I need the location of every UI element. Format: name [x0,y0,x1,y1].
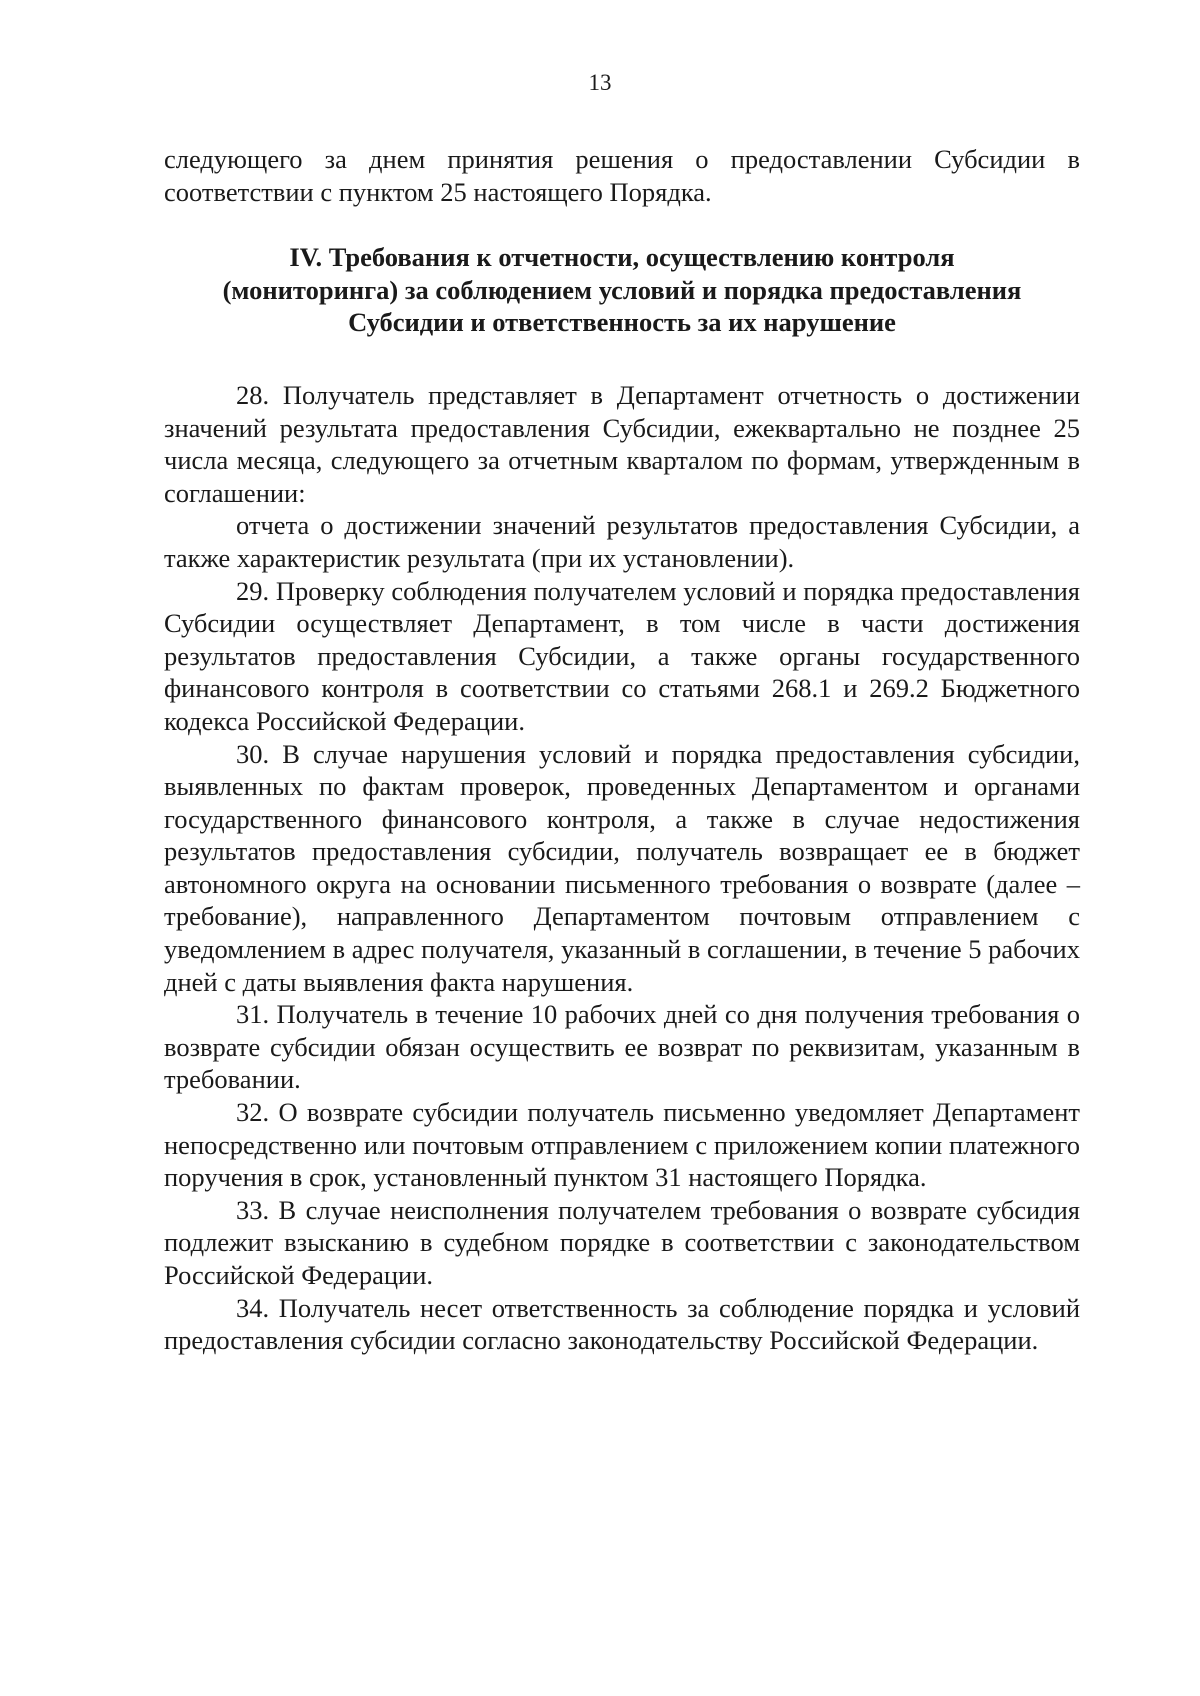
page-number: 13 [588,70,612,95]
document-body [164,143,1080,1357]
paragraph-33: 33. В случае неисполнения получателем требования о возврате субсидия подлежит взысканию в судебном порядке в соответствии с законодательством Российской Федерации. [164,1194,1080,1290]
section-heading-line-1: IV. Требования к отчетности, осуществлению контроля [289,242,955,273]
paragraph-30: 30. В случае нарушения условий и порядка предоставления субсидии, выявленных по фактам проверок, проведенных Департаментом и органами государственного финансового контроля, а также в случае недостижения результатов предоставления субсидии, получатель возвращает ее в бюджет автономного округа на основании письменного требования о возврате (далее – требование), направленного Департаментом почтовым отправлением с уведомлением в адрес получателя, указанный в соглашении, в течение 5 рабочих дней с даты выявления факта нарушения. [164,738,1080,997]
section-heading [164,241,1080,339]
paragraph-32: 32. О возврате субсидии получатель письменно уведомляет Департамент непосредственно или почтовым отправлением с приложением копии платежного поручения в срок, установленный пунктом 31 настоящего Порядка. [164,1097,1080,1193]
paragraph-28-item: отчета о достижении значений результатов предоставления Субсидии, а также характеристик результата (при их установлении). [164,510,1080,573]
section-heading-line-2: (мониторинга) за соблюдением условий и порядка предоставления [222,274,1022,305]
paragraph-29: 29. Проверку соблюдения получателем условий и порядка предоставления Субсидии осуществляет Департамент, в том числе в части достижения результатов предоставления Субсидии, а также органы государственного финансового контроля в соответствии со статьями 268.1 и 269.2 Бюджетного кодекса Российской Федерации. [164,575,1080,736]
paragraph-34: 34. Получатель несет ответственность за соблюдение порядка и условий предоставления субсидии согласно законодательству Российской Федерации. [164,1292,1080,1356]
paragraph-28: 28. Получатель представляет в Департамент отчетность о достижении значений результата предоставления Субсидии, ежеквартально не позднее 25 числа месяца, следующего за отчетным кварталом по формам, утвержденным в соглашении: [164,379,1080,508]
intro-paragraph: следующего за днем принятия решения о предоставлении Субсидии в соответствии с пунктом 25 настоящего Порядка. [164,144,1080,207]
section-heading-line-3: Субсидии и ответственность за их нарушение [348,307,896,338]
paragraph-31: 31. Получатель в течение 10 рабочих дней со дня получения требования о возврате субсидии обязан осуществить ее возврат по реквизитам, указанным в требовании. [164,999,1080,1095]
